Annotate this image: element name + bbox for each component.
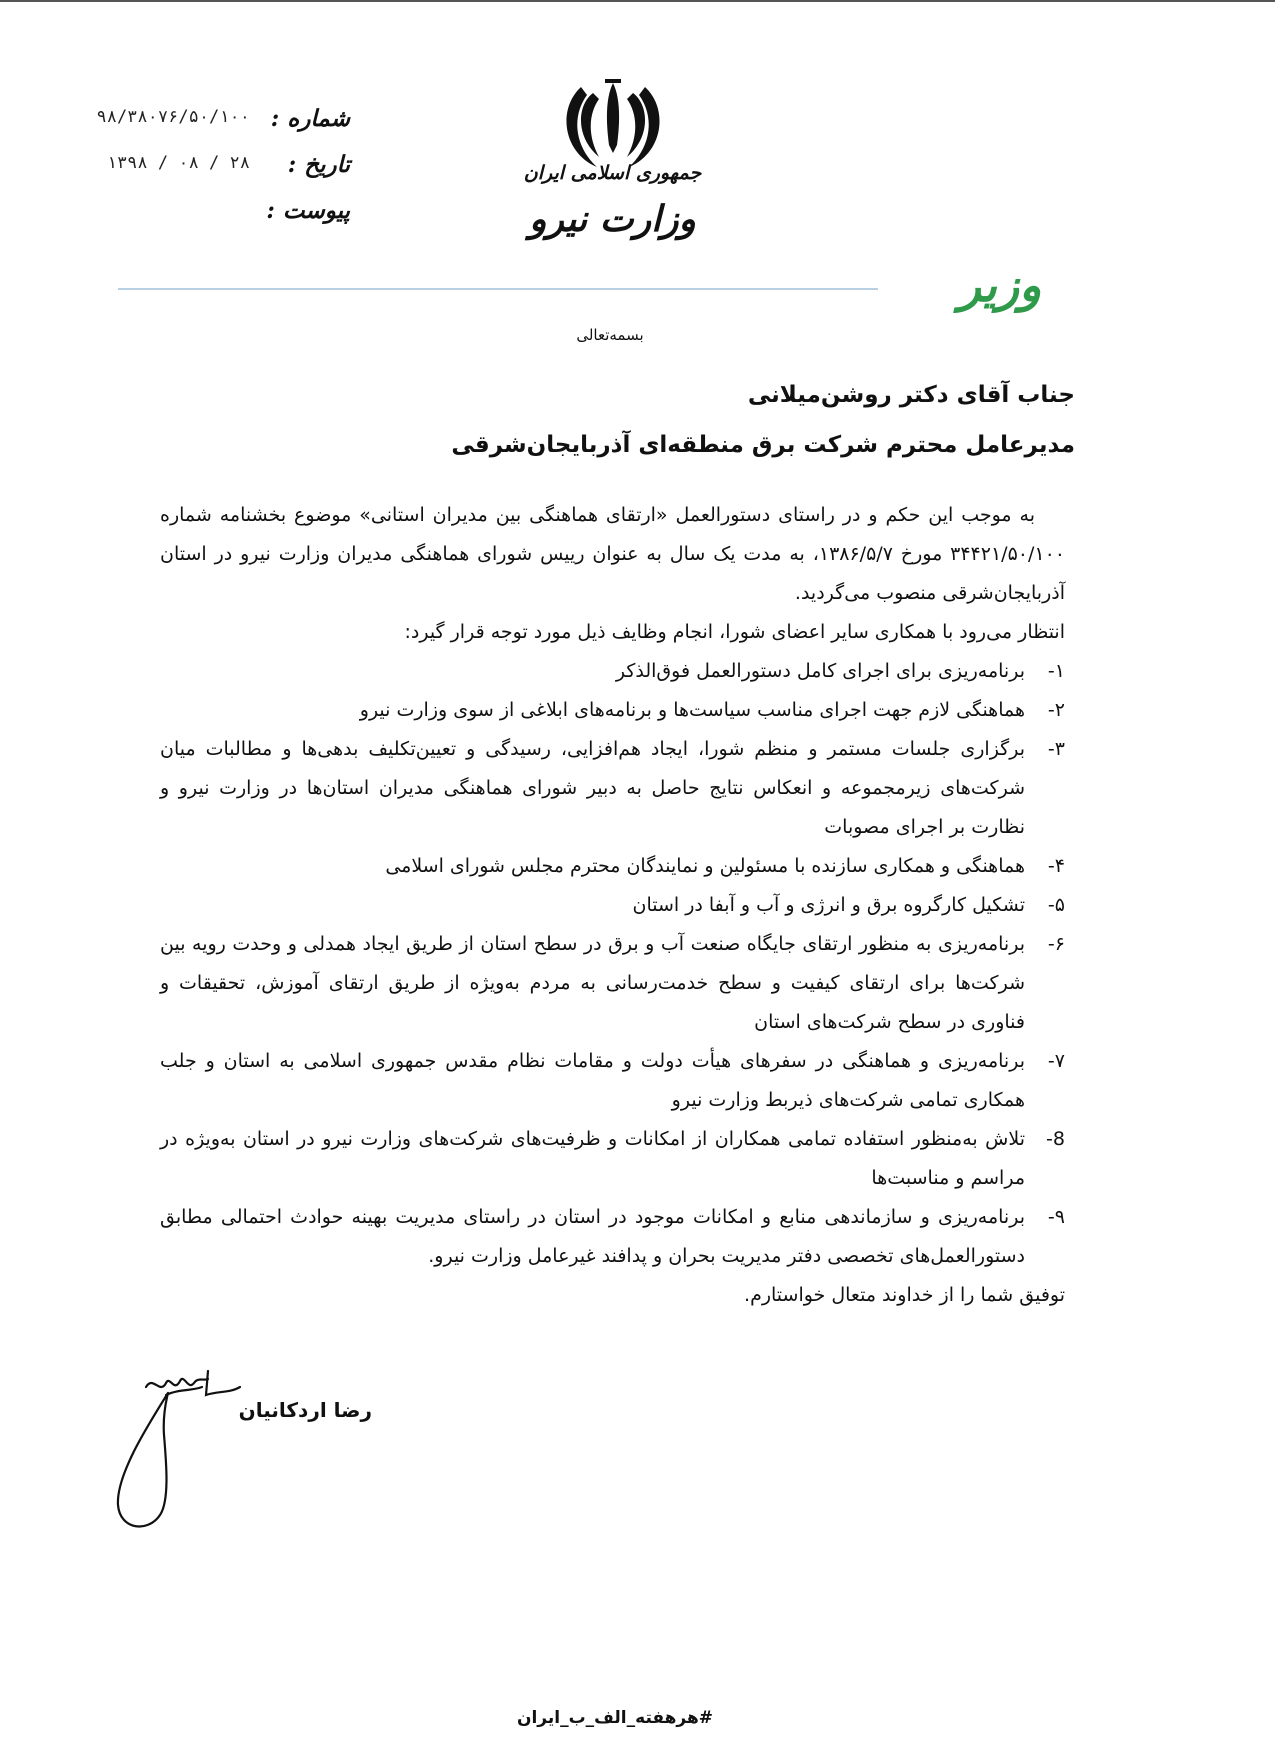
attachment-label: پیوست : [266, 197, 350, 224]
list-item-number: ۲- [1047, 699, 1065, 721]
date-label: تاریخ : [287, 151, 350, 178]
number-value: ۹۸/۳۸۰۷۶/۵۰/۱۰۰ [96, 107, 250, 127]
letter-meta [60, 105, 360, 243]
number-row [60, 105, 360, 151]
list-item [160, 691, 1065, 730]
list-item-number: ۵- [1047, 894, 1065, 916]
letter-body [160, 496, 1065, 1315]
country-name: جمهوری اسلامی ایران [523, 162, 702, 184]
list-item-text: برگزاری جلسات مستمر و منظم شورا، ایجاد هم‌افزایی، رسیدگی و تعیین‌تکلیف بدهی‌ها و مطالبات میان شرکت‌های زیرمجموعه و انعکاس نتایج حاصل به دبیر شورای هماهنگی مدیران استان‌ها در وزارت نیرو و نظارت بر اجرای مصوبات [160, 738, 1025, 838]
addressee-name: جناب آقای دکتر روشن‌میلانی [747, 382, 1075, 408]
list-item-text: برنامه‌ریزی و سازماندهی منابع و امکانات موجود در استان در راستای مدیریت بهینه حوادث احتمالی مطابق دستورالعمل‌های تخصصی دفتر مدیریت بحران و پدافند غیرعامل وزارت نیرو. [160, 1206, 1025, 1267]
minister-title: وزیر [958, 258, 1042, 312]
intro-paragraph: به موجب این حکم و در راستای دستورالعمل «ارتقای هماهنگی بین مدیران استانی» موضوع بخشنامه شماره ۳۴۴۲۱/۵۰/۱۰۰ مورخ ۱۳۸۶/۵/۷، به مدت یک سال به عنوان رییس شورای هماهنگی مدیران وزارت نیرو در استان آذربایجان‌شرقی منصوب می‌گردید. [160, 504, 1065, 604]
header-divider [118, 288, 878, 290]
date-row [60, 151, 360, 197]
list-item-number: 8- [1046, 1128, 1065, 1150]
list-item-number: ۴- [1047, 855, 1065, 877]
bismillah: بسمه‌تعالی [576, 326, 644, 344]
list-item-number: ۷- [1047, 1050, 1065, 1072]
list-item [160, 847, 1065, 886]
list-item [160, 1042, 1065, 1120]
closing-line: توفیق شما را از خداوند متعال خواستارم. [744, 1284, 1065, 1306]
scan-edge [0, 0, 1275, 2]
list-item-text: تشکیل کارگروه برق و انرژی و آب و آبفا در استان [632, 894, 1025, 916]
list-item-number: ۹- [1047, 1206, 1065, 1228]
list-item-number: ۱- [1047, 660, 1065, 682]
list-item-text: برنامه‌ریزی برای اجرای کامل دستورالعمل فوق‌الذکر [615, 660, 1025, 682]
list-item-text: برنامه‌ریزی و هماهنگی در سفرهای هیأت دولت و مقامات نظام مقدس جمهوری اسلامی به استان و جلب همکاری تمامی شرکت‌های ذیربط وزارت نیرو [160, 1050, 1025, 1111]
attachment-row [60, 197, 360, 243]
list-item [160, 730, 1065, 847]
list-item-number: ۶- [1047, 933, 1065, 955]
list-item [160, 1198, 1065, 1276]
list-item [160, 1120, 1065, 1198]
list-item-number: ۳- [1047, 738, 1065, 760]
list-item-text: هماهنگی و همکاری سازنده با مسئولین و نمایندگان محترم مجلس شورای اسلامی [385, 855, 1025, 877]
footer-hashtag: #هرهفته_الف_ب_ایران [516, 1708, 714, 1728]
ministry-name: وزارت نیرو [529, 198, 696, 240]
iran-emblem-icon [553, 75, 673, 175]
list-item [160, 652, 1065, 691]
addressee-title: مدیرعامل محترم شرکت برق منطقه‌ای آذربایجان‌شرقی [451, 432, 1075, 458]
list-item-text: برنامه‌ریزی به منظور ارتقای جایگاه صنعت آب و برق در سطح استان از طریق ایجاد همدلی و وحدت رویه بین شرکت‌ها برای ارتقای کیفیت و سطح خدمت‌رسانی به مردم به‌ویژه از طریق ارتقای آموزش، تحقیقات و فناوری در سطح شرکت‌های استان [160, 933, 1025, 1033]
list-item-text: هماهنگی لازم جهت اجرای مناسب سیاست‌ها و برنامه‌های ابلاغی از سوی وزارت نیرو [359, 699, 1025, 721]
list-item [160, 886, 1065, 925]
expectation-paragraph: انتظار می‌رود با همکاری سایر اعضای شورا، انجام وظایف ذیل مورد توجه قرار گیرد: [404, 621, 1065, 643]
number-label: شماره : [270, 105, 350, 132]
list-item-text: تلاش به‌منظور استفاده تمامی همکاران از امکانات و ظرفیت‌های شرکت‌های وزارت نیرو در استان به‌ویژه در مراسم و مناسبت‌ها [160, 1128, 1025, 1189]
handwritten-signature [108, 1365, 258, 1535]
list-item [160, 925, 1065, 1042]
signer-name: رضا اردکانیان [238, 1398, 372, 1422]
date-value: ۱۳۹۸ / ۰۸ / ۲۸ [106, 153, 250, 173]
